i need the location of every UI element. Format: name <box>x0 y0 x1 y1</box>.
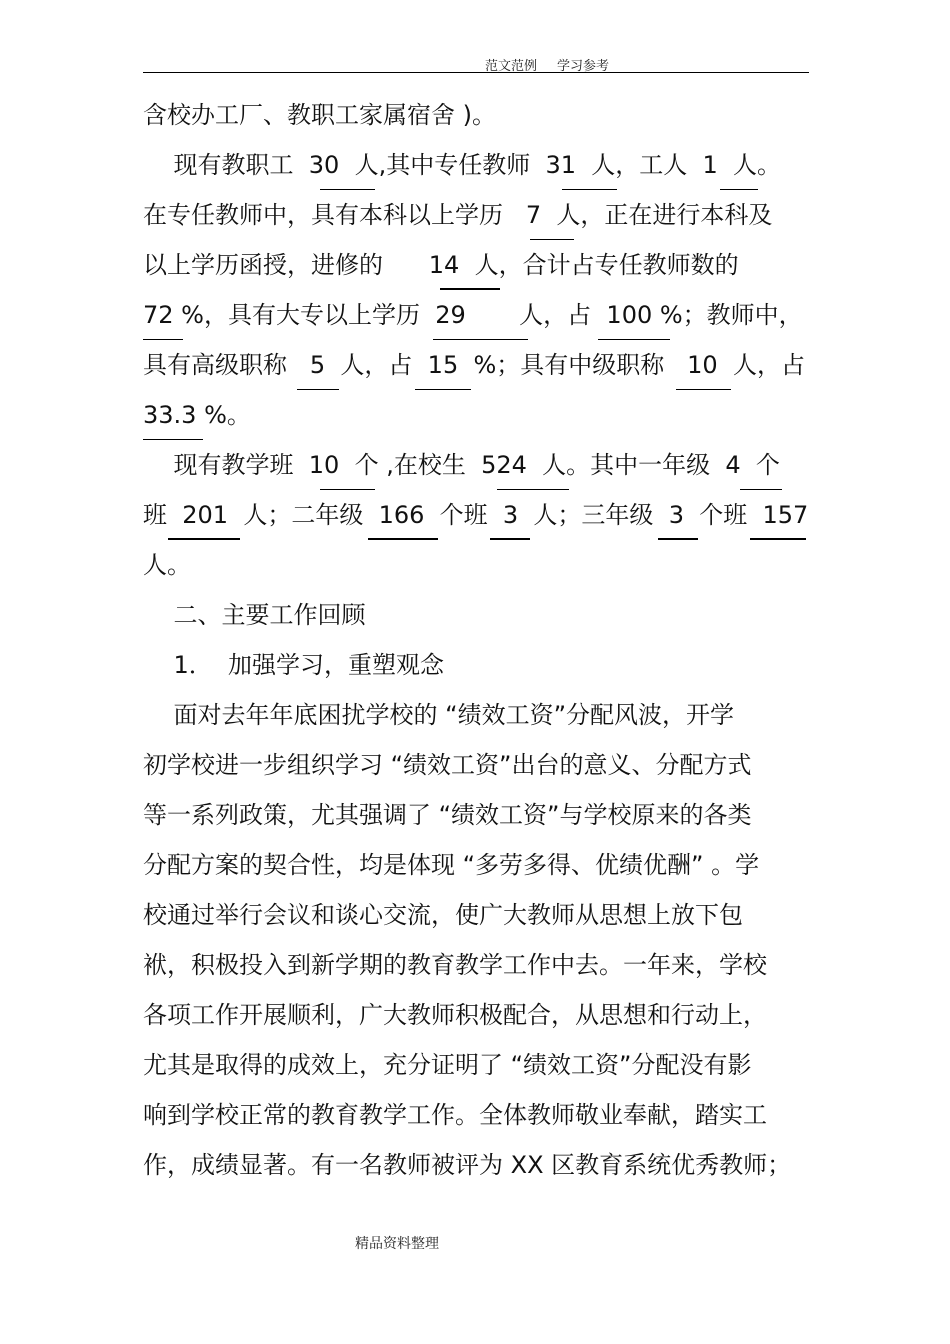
blank-underline <box>562 189 617 190</box>
body-line: 33.3 %。 <box>143 401 251 429</box>
body-line: 等一系列政策，尤其强调了 “绩效工资”与学校原来的各类 <box>143 801 752 829</box>
blank-underline <box>440 288 500 290</box>
blank-underline <box>490 538 530 540</box>
body-line: 班 201 人；二年级 166 个班 3 人；三年级 3 个班 157 <box>143 501 809 529</box>
page-footer: 精品资料整理 <box>355 1236 439 1252</box>
blank-underline <box>530 239 574 240</box>
blank-underline <box>598 339 670 340</box>
subsection-heading: 1． 加强学习，重塑观念 <box>143 651 445 679</box>
body-line: 面对去年年底困扰学校的 “绩效工资”分配风波，开学 <box>143 701 735 729</box>
body-line: 分配方案的契合性，均是体现 “多劳多得、优绩优酬” 。学 <box>143 851 760 879</box>
body-line: 具有高级职称 5 人，占 15 %；具有中级职称 10 人，占 <box>143 351 805 379</box>
body-line: 校通过举行会议和谈心交流，使广大教师从思想上放下包 <box>143 901 743 929</box>
body-line: 响到学校正常的教育教学工作。全体教师敬业奉献，踏实工 <box>143 1101 767 1129</box>
blank-underline <box>320 489 375 490</box>
body-line: 现有教学班 10 个 ,在校生 524 人。其中一年级 4 个 <box>143 451 780 479</box>
blank-underline <box>415 389 471 390</box>
blank-underline <box>658 538 698 540</box>
body-line: 初学校进一步组织学习 “绩效工资”出台的意义、分配方式 <box>143 751 752 779</box>
blank-underline <box>433 339 528 340</box>
body-line: 袱，积极投入到新学期的教育教学工作中去。一年来，学校 <box>143 951 767 979</box>
blank-underline <box>297 389 339 390</box>
blank-underline <box>368 538 438 540</box>
blank-underline <box>720 189 758 190</box>
blank-underline <box>750 538 806 540</box>
blank-underline <box>143 339 183 340</box>
body-line: 各项工作开展顺利，广大教师积极配合，从思想和行动上， <box>143 1001 767 1029</box>
body-line: 在专任教师中，具有本科以上学历 7 人，正在进行本科及 <box>143 201 773 229</box>
page-header <box>143 52 809 73</box>
blank-underline <box>676 389 731 390</box>
blank-underline <box>320 189 375 190</box>
blank-underline <box>143 439 203 440</box>
body-line: 现有教职工 30 人,其中专任教师 31 人，工人 1 人。 <box>143 151 782 179</box>
header-right-text: 学习参考 <box>557 59 610 74</box>
body-line: 72 %，具有大专以上学历 29 人，占 100 %；教师中， <box>143 301 803 329</box>
blank-underline <box>740 489 782 490</box>
section-heading: 二、主要工作回顾 <box>143 601 366 629</box>
blank-underline <box>168 538 240 540</box>
body-line: 以上学历函授，进修的 14 人，合计占专任教师数的 <box>143 251 739 279</box>
body-line: 作，成绩显著。有一名教师被评为 XX 区教育系统优秀教师； <box>143 1151 792 1179</box>
body-line: 含校办工厂、教职工家属宿舍 )。 <box>143 101 496 129</box>
blank-underline <box>497 489 569 490</box>
body-line: 尤其是取得的成效上，充分证明了 “绩效工资”分配没有影 <box>143 1051 752 1079</box>
body-line: 人。 <box>143 551 191 579</box>
header-left-text: 范文范例 <box>485 59 538 74</box>
